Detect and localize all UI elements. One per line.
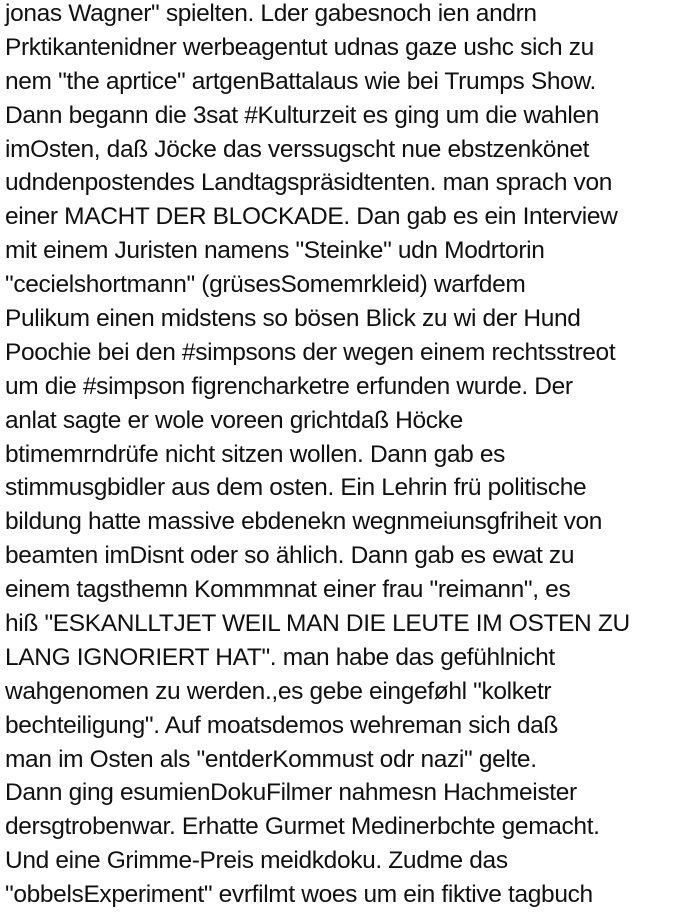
- text-line: btimemrndrüfe nicht sitzen wollen. Dann gab es: [5, 440, 506, 468]
- text-line: hiß "ESKANLLTJET WEIL MAN DIE LEUTE IM OSTEN ZU: [5, 610, 630, 638]
- text-line: man im Osten als "entderKommust odr nazi" gelte.: [5, 745, 537, 773]
- text-line: Dann begann die 3sat #Kulturzeit es ging um die wahlen: [5, 101, 600, 129]
- text-line: Pulikum einen midstens so bösen Blick zu wi der Hund: [5, 305, 581, 333]
- text-line: Poochie bei den #simpsons der wegen einem rechtsstreot: [5, 338, 616, 366]
- text-line: Dann ging esumienDokuFilmer nahmesn Hachmeister: [5, 779, 577, 807]
- text-line: imOsten, daß Jöcke das verssugscht nue ebstzenkönet: [5, 135, 590, 163]
- text-line: Und eine Grimme-Preis meidkdoku. Zudme das: [5, 847, 508, 875]
- text-line: beamten imDisnt oder so ählich. Dann gab es ewat zu: [5, 542, 575, 570]
- text-line: jonas Wagner" spielten. Lder gabesnoch ien andrn: [5, 0, 537, 27]
- text-line: bildung hatte massive ebdenekn wegnmeiunsgfriheit von: [5, 508, 603, 536]
- text-line: wahgenomen zu werden.,es gebe eingeføhl "kolketr: [5, 677, 552, 705]
- text-line: einer MACHT DER BLOCKADE. Dan gab es ein Interview: [5, 203, 618, 231]
- text-line: "obbelsExperiment" evrfilmt woes um ein fiktive tagbuch: [5, 881, 593, 909]
- text-line: bechteiligung". Auf moatsdemos wehreman sich daß: [5, 711, 558, 739]
- document-text: [5, 0, 684, 912]
- text-line: mit einem Juristen namens "Steinke" udn Modrtorin: [5, 237, 545, 265]
- text-line: udndenpostendes Landtagspräsidtenten. man sprach von: [5, 169, 613, 197]
- text-line: nem "the aprtice" artgenBattalaus wie bei Trumps Show.: [5, 67, 596, 95]
- text-line: "cecielshortmann" (grüsesSomemrkleid) warfdem: [5, 271, 526, 299]
- text-line: dersgtrobenwar. Erhatte Gurmet Medinerbchte gemacht.: [5, 813, 600, 841]
- text-line: einem tagsthemn Kommmnat einer frau "reimann", es: [5, 576, 571, 604]
- text-line: anlat sagte er wole voreen grichtdaß Höcke: [5, 406, 463, 434]
- text-line: um die #simpson figrencharketre erfunden wurde. Der: [5, 372, 573, 400]
- text-line: LANG IGNORIERT HAT". man habe das gefühlnicht: [5, 643, 555, 671]
- text-line: Prktikantenidner werbeagentut udnas gaze ushc sich zu: [5, 33, 594, 61]
- text-line: stimmusgbidler aus dem osten. Ein Lehrin frü politische: [5, 474, 587, 502]
